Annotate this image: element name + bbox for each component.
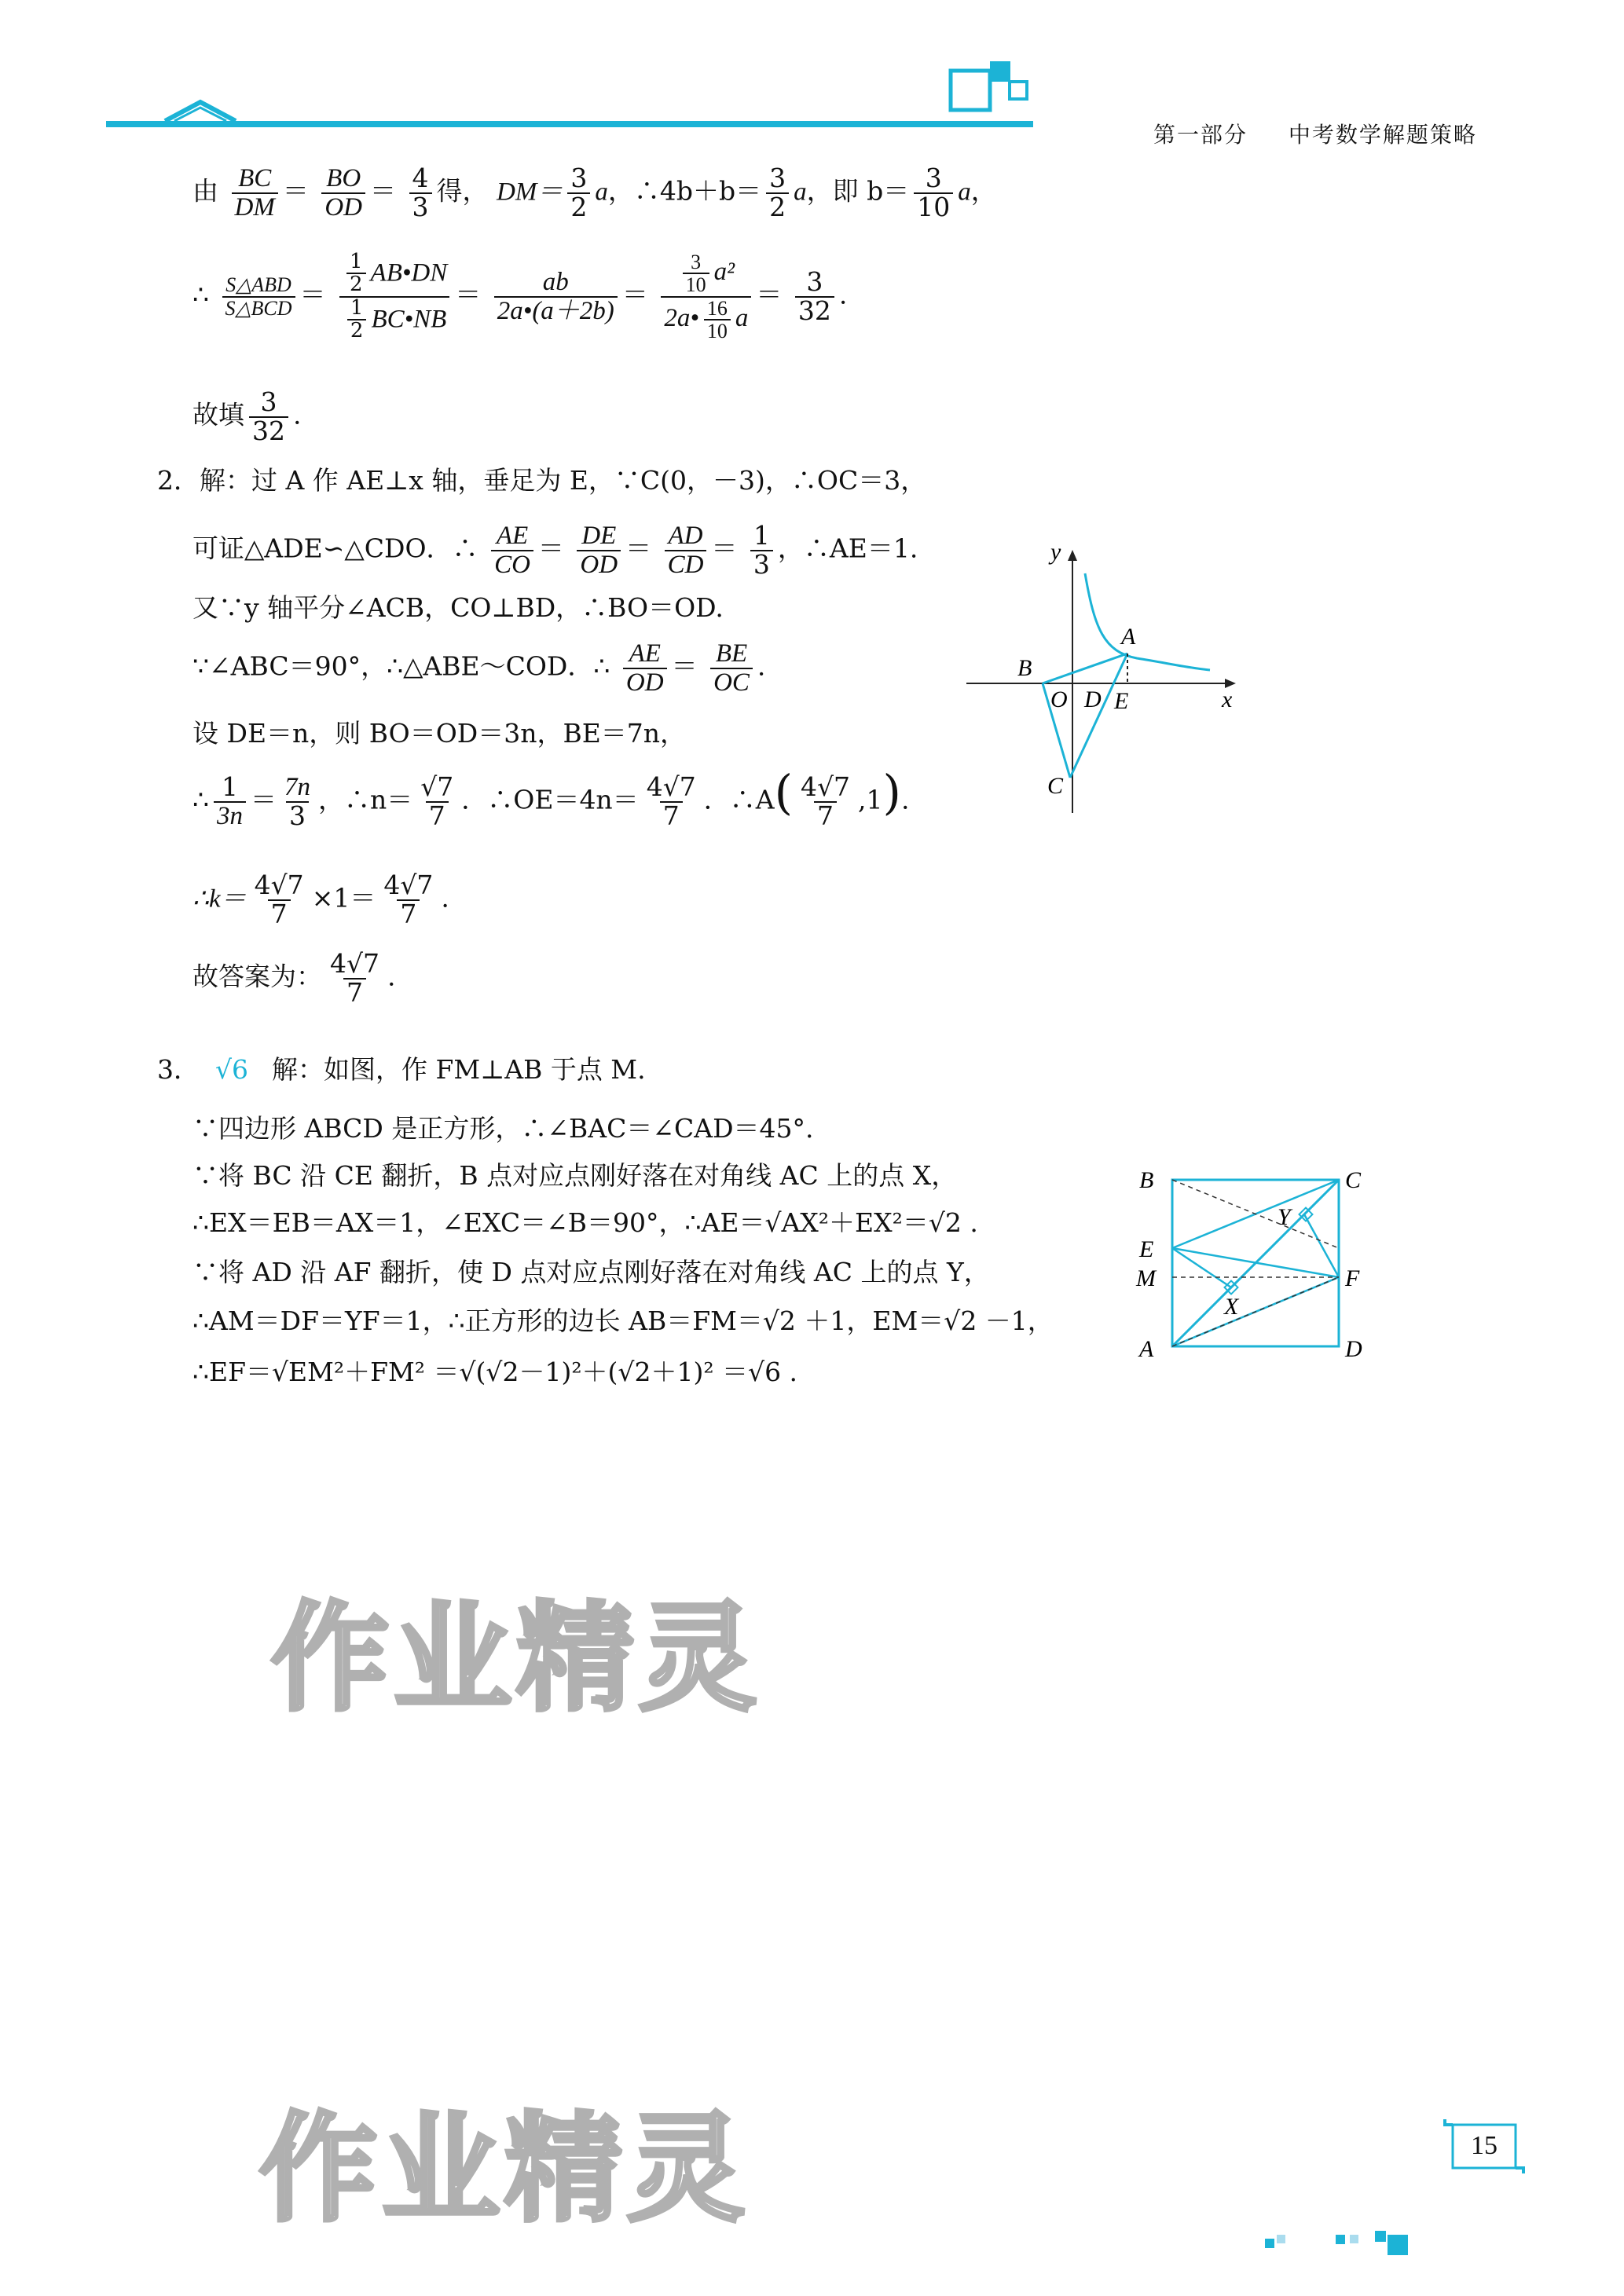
p3-line4: ∴EX＝EB＝AX＝1，∠EXC＝∠B＝90°，∴AE＝√AX²＋EX²＝√2 . — [192, 1207, 978, 1238]
p3-number: 3． — [157, 1054, 200, 1085]
fig2-label-D: D — [1084, 687, 1102, 712]
fig2-label-x: x — [1222, 687, 1233, 712]
frac-3-2: $\frac{3}{2}$ — [567, 165, 590, 221]
fig2-label-y: y — [1050, 542, 1061, 565]
p1-fill: 故填 $\frac{3}{32}$ . — [192, 386, 302, 446]
p3-line2: ∵四边形 ABCD 是正方形，∴∠BAC＝∠CAD＝45°. — [192, 1113, 814, 1144]
p3-line1: 3． √6 解：如图，作 FM⊥AB 于点 M. — [157, 1054, 646, 1085]
frac-final: $\frac{3}{10}$ a² 2a• $\frac{16}{10}$ a — [661, 251, 751, 342]
p1-lead: 由 — [192, 175, 218, 207]
frac-s-ratio: $\frac{\text{S△ABD}}{\text{S△BCD}}$ — [222, 274, 295, 319]
p2-line5: 设 DE＝n，则 BO＝OD＝3n，BE＝7n， — [192, 718, 687, 749]
watermark-bottom: 作业精灵 — [259, 2101, 750, 2238]
frac-ab: $\frac{ab}{2a•(a+2b)}$ — [494, 269, 618, 324]
fig2-label-E: E — [1114, 688, 1129, 714]
frac-4-3: $\frac{4}{3}$ — [409, 165, 432, 221]
page-number: 15 — [1471, 2131, 1498, 2160]
frac-area-ratio: $\frac{1}{2}$ AB•DN $\frac{1}{2}$ BC•NB — [339, 251, 450, 342]
fig3-label-A: A — [1139, 1336, 1154, 1362]
frac-3-32-fill: $\frac{3}{32}$ — [249, 389, 288, 445]
fig3-label-E: E — [1139, 1236, 1154, 1262]
fig3-label-D: D — [1345, 1336, 1362, 1362]
fig3-label-F: F — [1345, 1265, 1360, 1291]
p2-line6: ∴ $\frac{1}{3n}$ ＝ $\frac{7n}{3}$ ，∴n＝ $\frac{√7}{7}$ ．∴OE＝4n＝ $\frac{4√7}{7}$ ．∴A( $\frac{4√7}{7}$ ,1). — [192, 765, 910, 831]
p2-answer: 故答案为： $\frac{4√7}{7}$ . — [192, 948, 396, 1008]
p2-line1: 2．解：过 A 作 AE⊥x 轴，垂足为 E，∵C(0，－3)，∴OC＝3， — [157, 465, 927, 496]
fig2-label-A: A — [1121, 624, 1136, 650]
p3-line5: ∵将 AD 沿 AF 翻折，使 D 点对应点刚好落在对角线 AC 上的点 Y， — [192, 1257, 990, 1287]
p2-line7: ∴k＝ $\frac{4√7}{7}$ ×1＝ $\frac{4√7}{7}$ . — [192, 870, 449, 929]
p2-line3: 又∵y 轴平分∠ACB，CO⊥BD，∴BO＝OD. — [192, 592, 724, 623]
p2-line2: 可证△ADE∽△CDO．∴ $\frac{AE}{CO}$ ＝ $\frac{DE}{OD}$ ＝ $\frac{AD}{CD}$ ＝ $\frac{1}{3}$ ，∴AE＝1. — [192, 520, 918, 580]
figure-2 — [962, 542, 1261, 825]
frac-bo-od: $\frac{BO}{OD}$ — [321, 165, 365, 221]
p3-line3: ∵将 BC 沿 CE 翻折，B 点对应点刚好落在对角线 AC 上的点 X， — [192, 1160, 958, 1191]
p1-line1: 由 $\frac{BC}{DM}$ ＝ $\frac{BO}{OD}$ ＝ $\frac{4}{3}$ 得， DM＝ $\frac{3}{2}$ a，∴4b＋b＝ $\frac{3}{2}$ a，即 b＝ $\frac{3}{10}$ a， — [192, 163, 997, 222]
fig2-label-C: C — [1047, 773, 1064, 799]
p3-line6: ∴AM＝DF＝YF＝1，∴正方形的边长 AB＝FM＝√2 ＋1，EM＝√2 －1， — [192, 1305, 1054, 1336]
p2-line4: ∵∠ABC＝90°，∴△ABE～COD．∴ $\frac{AE}{OD}$ ＝ $\frac{BE}{OC}$ . — [192, 639, 766, 697]
p3-line7: ∴EF＝√EM²＋FM² ＝√(√2－1)²＋(√2＋1)² ＝√6 . — [192, 1357, 798, 1387]
p3-answer: √6 — [215, 1054, 249, 1085]
fig3-label-C: C — [1345, 1167, 1362, 1193]
header-title: 中考数学解题策略 — [1288, 122, 1477, 148]
frac-3-10: $\frac{3}{10}$ — [914, 165, 953, 221]
frac-3-32: $\frac{3}{32}$ — [795, 269, 834, 324]
p2-number: 2． — [157, 465, 200, 496]
header-decoration — [102, 55, 1045, 141]
fig2-label-B: B — [1017, 655, 1032, 681]
fig3-label-M: M — [1136, 1265, 1156, 1291]
header-section: 第一部分 — [1153, 122, 1248, 148]
frac-3-2b: $\frac{3}{2}$ — [766, 165, 789, 221]
fig2-label-O: O — [1050, 687, 1068, 712]
watermark-top: 作业精灵 — [271, 1591, 762, 1727]
fig3-label-X: X — [1224, 1294, 1239, 1320]
fig3-label-B: B — [1139, 1167, 1154, 1193]
footer-dots — [1257, 2219, 1454, 2258]
frac-bc-dm: $\frac{BC}{DM}$ — [232, 165, 278, 221]
p1-line2: ∴ $\frac{\text{S△ABD}}{\text{S△BCD}}$ ＝ $\frac{1}{2}$ AB•DN $\frac{1}{2}$ BC•NB ＝ $\frac{ab}{2a•(a+2b)}$ ＝ $\frac{3}{10}$ a² 2a• $\frac{16}{10}$ a ＝ $\frac{3}{32}$ . — [192, 250, 848, 342]
fig3-label-Y: Y — [1278, 1204, 1291, 1230]
figure-3 — [1124, 1166, 1367, 1363]
